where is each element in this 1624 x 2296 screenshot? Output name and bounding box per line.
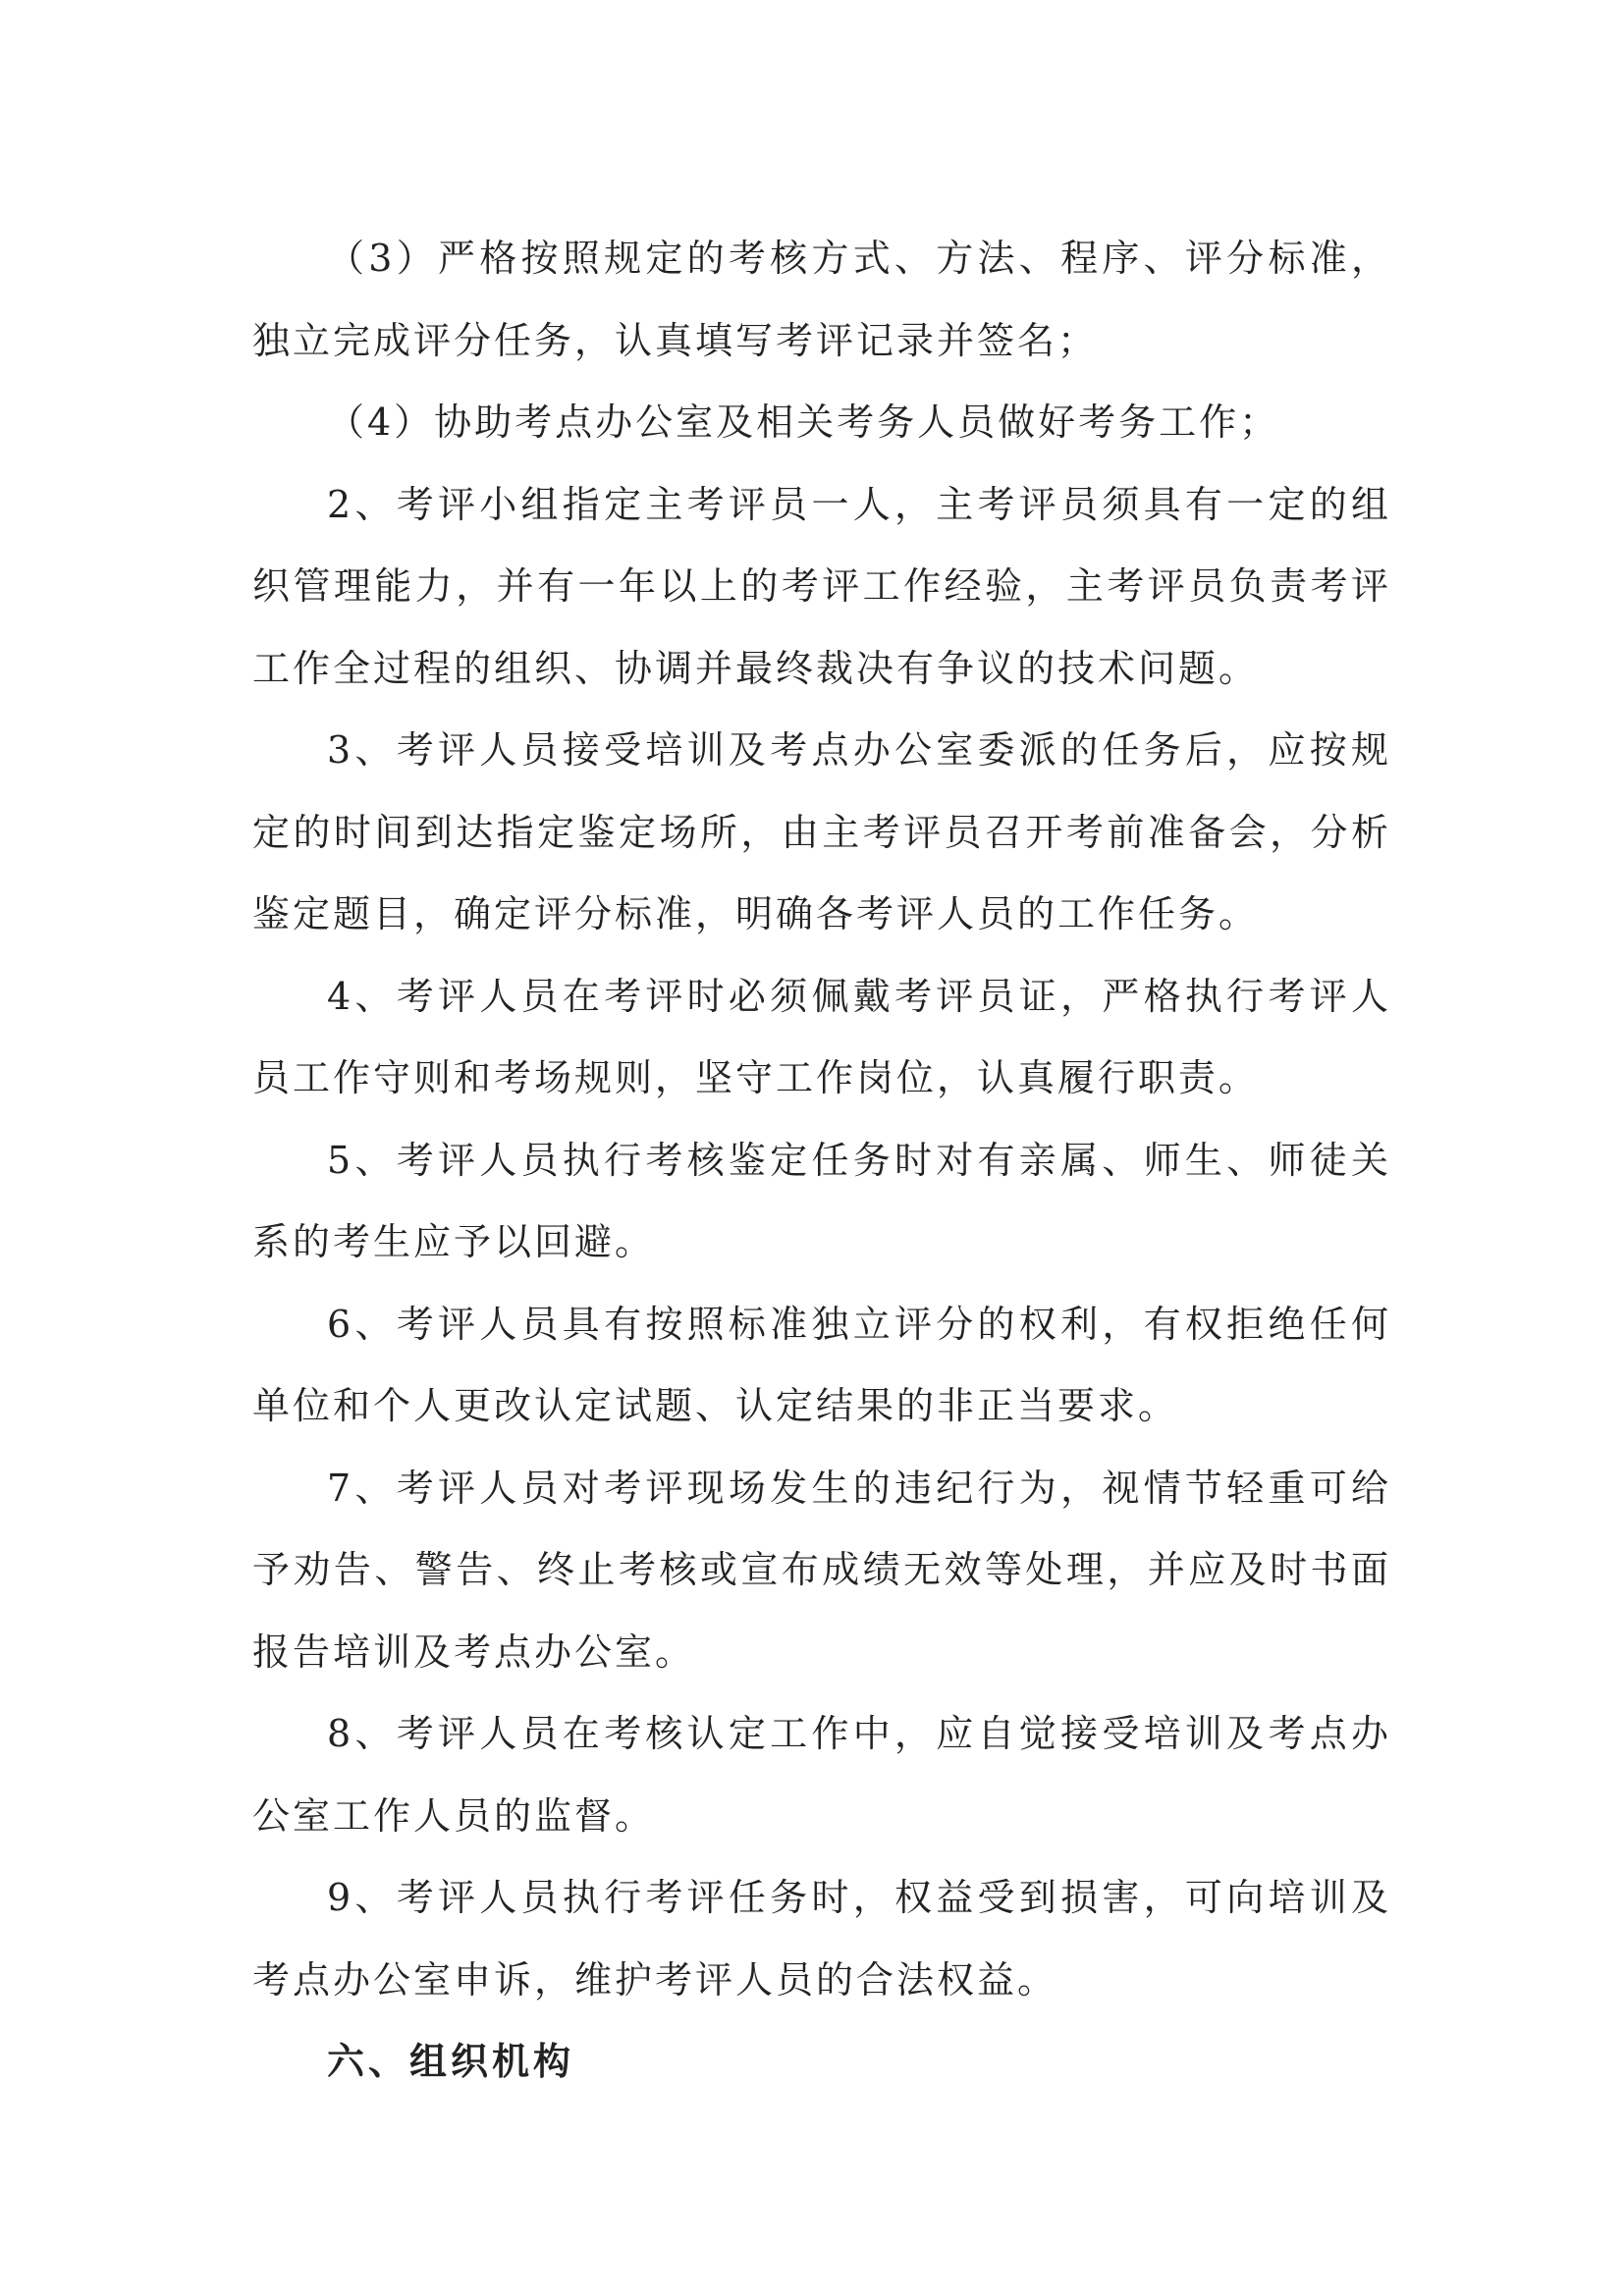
paragraph-rule-4: 4、考评人员在考评时必须佩戴考评员证，严格执行考评人员工作守则和考场规则，坚守工作岗位，认真履行职责。	[252, 974, 1391, 1099]
paragraph-rule-6: 6、考评人员具有按照标准独立评分的权利，有权拒绝任何单位和个人更改认定试题、认定结果的非正当要求。	[252, 1302, 1391, 1427]
paragraph-rule-9: 9、考评人员执行考评任务时，权益受到损害，可向培训及考点办公室申诉，维护考评人员的合法权益。	[252, 1876, 1391, 2002]
paragraph-rule-8: 8、考评人员在考核认定工作中，应自觉接受培训及考点办公室工作人员的监督。	[252, 1712, 1391, 1838]
paragraph-rule-5: 5、考评人员执行考核鉴定任务时对有亲属、师生、师徒关系的考生应予以回避。	[252, 1138, 1391, 1263]
paragraph-item-4: （4）协助考点办公室及相关考务人员做好考务工作；	[327, 400, 1280, 444]
paragraph-rule-3: 3、考评人员接受培训及考点办公室委派的任务后，应按规定的时间到达指定鉴定场所，由主考评员召开考前准备会，分析鉴定题目，确定评分标准，明确各考评人员的工作任务。	[252, 728, 1391, 935]
section-heading: 六、组织机构	[327, 2040, 575, 2083]
paragraph-item-3: （3）严格按照规定的考核方式、方法、程序、评分标准，独立完成评分任务，认真填写考评记录并签名；	[252, 237, 1391, 362]
paragraph-rule-2: 2、考评小组指定主考评员一人，主考评员须具有一定的组织管理能力，并有一年以上的考评工作经验，主考评员负责考评工作全过程的组织、协调并最终裁决有争议的技术问题。	[252, 482, 1391, 690]
document-body	[252, 218, 1391, 2104]
paragraph-rule-7: 7、考评人员对考评现场发生的违纪行为，视情节轻重可给予劝告、警告、终止考核或宣布成绩无效等处理，并应及时书面报告培训及考点办公室。	[252, 1466, 1391, 1674]
